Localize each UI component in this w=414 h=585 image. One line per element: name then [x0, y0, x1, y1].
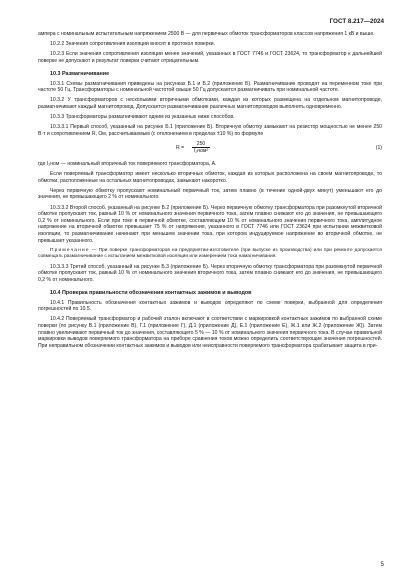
formula-number: (1) — [375, 144, 382, 151]
paragraph-formula-legend: где I₂ном — номинальный вторичный ток поверяемого трансформатора, А. — [38, 160, 217, 167]
note-label: Примечание — [50, 247, 90, 253]
paragraph-multiple-windings: Если поверяемый трансформатор имеет несколько вторичных обмоток, каждая из которых расположена на своем магнитопроводе, то обмотки, расположенные на остальных магнитопроводах, замыкают накоротко. — [38, 170, 382, 184]
paragraph-continuation: ампера с номинальным испытательным напряжением 2500 В — для первичных обмоток трансформаторов классов напряжения 1 кВ и выше. — [38, 31, 375, 37]
paragraph-10-3-3-2: 10.3.3.2 Второй способ, указанный на рисунке Б.2 (приложение Б). Через первичную обмотку трансформатора при разомкнутой вторичной обмотке пропускают ток, равный 10 % от номинального значения первичного тока, затем плавно снижают его до значения, не превышающего 0,2 % от номинального. Если при токе в первичной обмотке, составляющем 10 % от номинального значения первичного тока, амплитудное напряжение на вторичной обмотке превышает 75 % от напряжения, указанного в ГОСТ 7746 или ГОСТ 23624 при испытании межвитковой изоляции, то размагничивание начинают при меньшем значении тока, при котором индуцируемое напряжение во вторичной обмотке, не превышает указанного. — [38, 204, 382, 244]
note-text: — При поверке трансформаторов на предприятии-изготовителе (при выпуске из производства) или при ремонте допускается совмещать размагничивание с испытанием межвитковой изоляции или измерением тока намагничивания. — [38, 247, 382, 260]
document-code-header: ГОСТ 8.217—2024 — [329, 18, 384, 25]
paragraph-10-2-3: 10.2.3 Если значения сопротивления изоляции менее значений, указанных в ГОСТ 7746 и ГОСТ 23624, то трансформатор к дальнейшей поверке не допускают и результат поверки считают отрицательным. — [38, 51, 382, 64]
section-heading-10-4: 10.4 Проверка правильности обозначения контактных зажимов и выводов — [50, 289, 252, 296]
note — [38, 248, 382, 260]
page-number: 5 — [380, 562, 384, 568]
formula-numerator: 250 — [192, 141, 210, 149]
paragraph-primary-current: Через первичную обмотку пропускают номинальный первичный ток, затем плавно (в течение одной-двух минут) уменьшают его до значения, не превышающего 2 % от номинального. — [38, 187, 382, 201]
paragraph-10-3-2: 10.3.2 У трансформаторов с несколькими вторичными обмотками, каждая из которых размещена на отдельном магнитопроводе, размагничивают каждый магнитопровод. Допускается размагничивание различных магнитопроводов выполнять одновременно. — [38, 97, 382, 111]
paragraph-10-3-3-1: 10.3.3.1 Первый способ, указанный на рисунке Б.1 (приложение Б). Вторичную обмотку замыкают на резистор мощностью не менее 250 В·т и сопротивлением R, Ом, рассчитываемым (с отклонением в пределах ±10 %) по формуле — [38, 124, 382, 138]
section-heading-10-3: 10.3 Размагничивание — [50, 70, 110, 77]
formula-fraction — [192, 141, 210, 156]
paragraph-10-3-3: 10.3.3 Трансформаторы размагничивают одним из указанных ниже способов. — [50, 114, 235, 121]
paragraph-10-2-2: 10.2.2 Значения сопротивления изоляции вносят в протокол поверки. — [50, 41, 215, 48]
formula-denominator: I₂ном² — [193, 148, 209, 155]
paragraph-10-3-1: 10.3.1 Схемы размагничивания приведены на рисунках Б.1 и Б.2 (приложение Б). Размагничивание проводят на переменном токе при частоте 50 Гц. Трансформаторы с номинальной частотой свыше 50 Гц допускается размагничивать при номинальной частоте. — [38, 80, 382, 94]
paragraph-10-3-3-3: 10.3.3.3 Третий способ, указанный на рисунке Б.3 (приложение Б). Через вторичную обмотку трансформатора при разомкнутой первичной обмотке пропускают ток, равный 10 % от номинального значения вторичного тока, затем плавно снижают его до значения, не превышающего 0,2 % от номинального. — [38, 263, 382, 283]
paragraph-10-4-1: 10.4.1 Правильность обозначения контактных зажимов и выводов определяют по схеме поверки, выбранной для определения погрешностей по 10.5. — [38, 299, 382, 313]
formula-lhs: R = — [176, 144, 185, 151]
formula-1 — [38, 141, 382, 158]
paragraph-10-4-2: 10.4.2 Поверяемый трансформатор и рабочий эталон включают в соответствии с маркировкой контактных зажимов по выбранной схеме поверки (по рисунку В.1 (приложение В), Г.1 (приложение Г), Д.1 (приложение Д), Е.1 (приложение Е), Ж.1 или Ж.2 (приложение Ж)). Затем плавно увеличивают первичный ток до значения, составляющего 5 % — 10 % от номинального значения первичного тока. В случае правильной маркировки выводов поверяемого трансформатора на приборе сравнения токов можно определить соответствующие значения погрешностей. При неправильном обозначении контактных зажимов и выводов или неисправности поверяемого трансформатора срабатывает защита в при- — [38, 316, 382, 350]
